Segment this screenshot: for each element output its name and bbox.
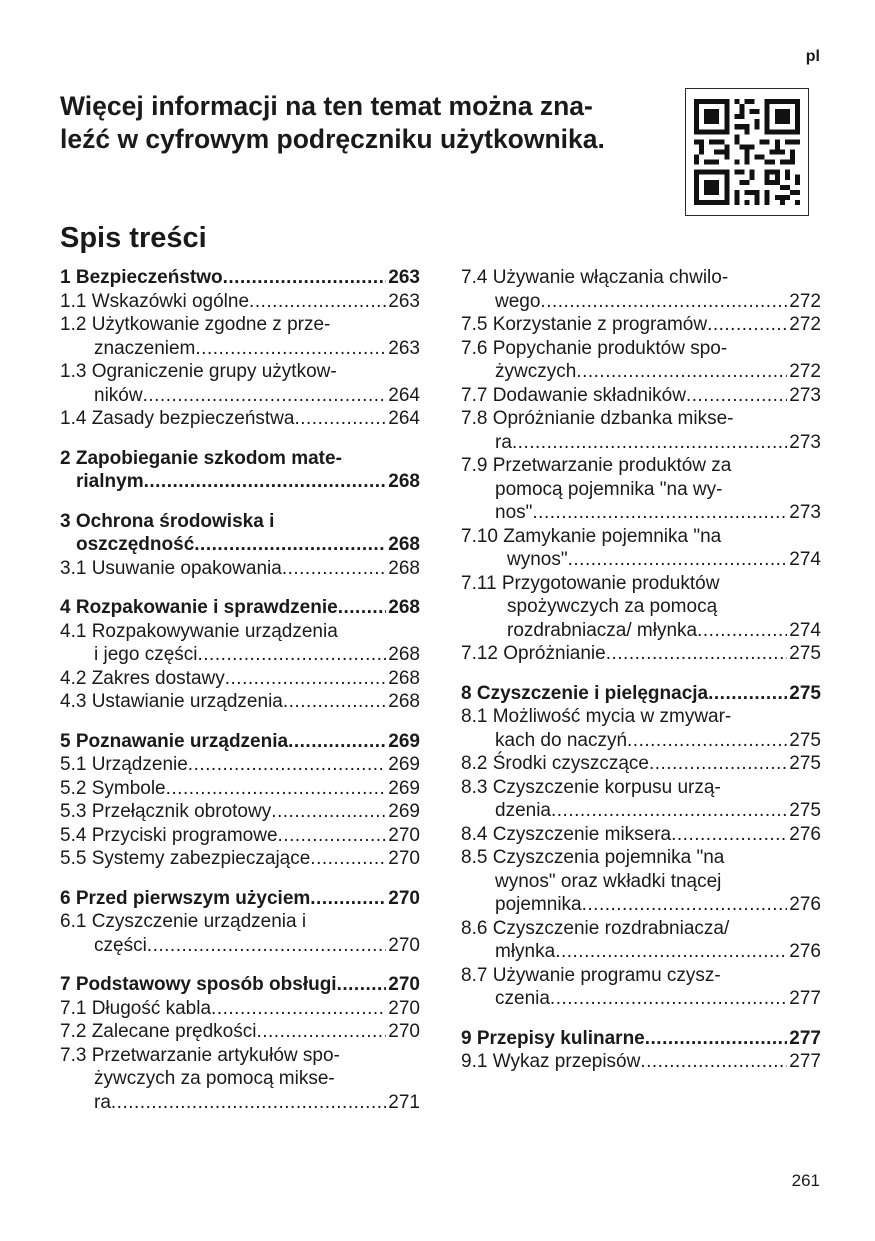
toc-section-5-5[interactable]: 5.5 Systemy zabezpieczające ..... 270	[60, 847, 420, 871]
toc-chapter-1[interactable]: 1 Bezpieczeństwo ..... 263	[60, 266, 420, 290]
toc-section-8-1[interactable]: 8.1 Możliwość mycia w zmywar- kach do naczyń ..... 275	[461, 705, 821, 752]
toc-section-5-4[interactable]: 5.4 Przyciski programowe ..... 270	[60, 824, 420, 848]
toc-section-8-4[interactable]: 8.4 Czyszczenie miksera ..... 276	[461, 823, 821, 847]
language-tag: pl	[805, 48, 820, 65]
toc-section-1-1[interactable]: 1.1 Wskazówki ogólne ..... 263	[60, 290, 420, 314]
toc-section-7-5[interactable]: 7.5 Korzystanie z programów ..... 272	[461, 313, 821, 337]
toc-chapter-7[interactable]: 7 Podstawowy sposób obsługi ..... 270	[60, 973, 420, 997]
toc-chapter-8[interactable]: 8 Czyszczenie i pielęgnacja ..... 275	[461, 682, 821, 706]
toc-section-4-1[interactable]: 4.1 Rozpakowywanie urządzenia i jego części ..... 268	[60, 620, 420, 667]
toc-chapter-4[interactable]: 4 Rozpakowanie i sprawdzenie ..... 268	[60, 596, 420, 620]
toc-section-1-3[interactable]: 1.3 Ograniczenie grupy użytkow- ników ..... 264	[60, 360, 420, 407]
toc-section-5-2[interactable]: 5.2 Symbole ..... 269	[60, 777, 420, 801]
toc-title: Spis treści	[60, 222, 207, 254]
toc-section-8-3[interactable]: 8.3 Czyszczenie korpusu urzą- dzenia ..... 275	[461, 776, 821, 823]
toc-section-8-5[interactable]: 8.5 Czyszczenia pojemnika "na wynos" oraz wkładki tnącej pojemnika ..... 276	[461, 846, 821, 917]
toc-section-5-3[interactable]: 5.3 Przełącznik obrotowy ..... 269	[60, 800, 420, 824]
toc-section-4-2[interactable]: 4.2 Zakres dostawy ..... 268	[60, 667, 420, 691]
toc-chapter-9[interactable]: 9 Przepisy kulinarne ..... 277	[461, 1027, 821, 1051]
toc-section-7-1[interactable]: 7.1 Długość kabla ..... 270	[60, 997, 420, 1021]
toc-section-1-4[interactable]: 1.4 Zasady bezpieczeństwa ..... 264	[60, 407, 420, 431]
page-number: 261	[791, 1171, 820, 1190]
toc-section-1-2[interactable]: 1.2 Użytkowanie zgodne z prze- znaczeniem ..... 263	[60, 313, 420, 360]
toc-section-8-6[interactable]: 8.6 Czyszczenie rozdrabniacza/ młynka ..... 276	[461, 917, 821, 964]
toc-section-8-7[interactable]: 8.7 Używanie programu czysz- czenia ..... 277	[461, 964, 821, 1011]
toc-section-4-3[interactable]: 4.3 Ustawianie urządzenia ..... 268	[60, 690, 420, 714]
toc-section-5-1[interactable]: 5.1 Urządzenie ..... 269	[60, 753, 420, 777]
toc-section-7-7[interactable]: 7.7 Dodawanie składników ..... 273	[461, 384, 821, 408]
toc-section-7-8[interactable]: 7.8 Opróżnianie dzbanka mikse- ra ..... 273	[461, 407, 821, 454]
toc-section-9-1[interactable]: 9.1 Wykaz przepisów ..... 277	[461, 1050, 821, 1074]
headline-line-2: leźć w cyfrowym podręczniku użytkownika.	[60, 124, 605, 154]
toc-right-column	[461, 266, 821, 1074]
toc-section-3-1[interactable]: 3.1 Usuwanie opakowania ..... 268	[60, 557, 420, 581]
toc-chapter-2[interactable]: 2 Zapobieganie szkodom mate- rialnym ..... 268	[60, 447, 420, 494]
qr-code-icon[interactable]	[685, 88, 809, 216]
toc-left-column	[60, 266, 420, 1114]
toc-section-7-11[interactable]: 7.11 Przygotowanie produktów spożywczych za pomocą rozdrabniacza/ młynka ..... 274	[461, 572, 821, 643]
toc-section-7-6[interactable]: 7.6 Popychanie produktów spo- żywczych ..... 272	[461, 337, 821, 384]
headline	[60, 90, 660, 156]
toc-chapter-3[interactable]: 3 Ochrona środowiska i oszczędność ..... 268	[60, 510, 420, 557]
toc-section-7-10[interactable]: 7.10 Zamykanie pojemnika "na wynos" ..... 274	[461, 525, 821, 572]
toc-section-7-9[interactable]: 7.9 Przetwarzanie produktów za pomocą pojemnika "na wy- nos" ..... 273	[461, 454, 821, 525]
toc-section-6-1[interactable]: 6.1 Czyszczenie urządzenia i części ..... 270	[60, 910, 420, 957]
toc-section-7-2[interactable]: 7.2 Zalecane prędkości ..... 270	[60, 1020, 420, 1044]
toc-section-7-4[interactable]: 7.4 Używanie włączania chwilo- wego ..... 272	[461, 266, 821, 313]
toc-chapter-6[interactable]: 6 Przed pierwszym użyciem ..... 270	[60, 887, 420, 911]
toc-section-8-2[interactable]: 8.2 Środki czyszczące ..... 275	[461, 752, 821, 776]
toc-section-7-3[interactable]: 7.3 Przetwarzanie artykułów spo- żywczych za pomocą mikse- ra ..... 271	[60, 1044, 420, 1115]
headline-line-1: Więcej informacji na ten temat można zna-	[60, 91, 593, 121]
toc-section-7-12[interactable]: 7.12 Opróżnianie ..... 275	[461, 642, 821, 666]
toc-chapter-5[interactable]: 5 Poznawanie urządzenia ..... 269	[60, 730, 420, 754]
